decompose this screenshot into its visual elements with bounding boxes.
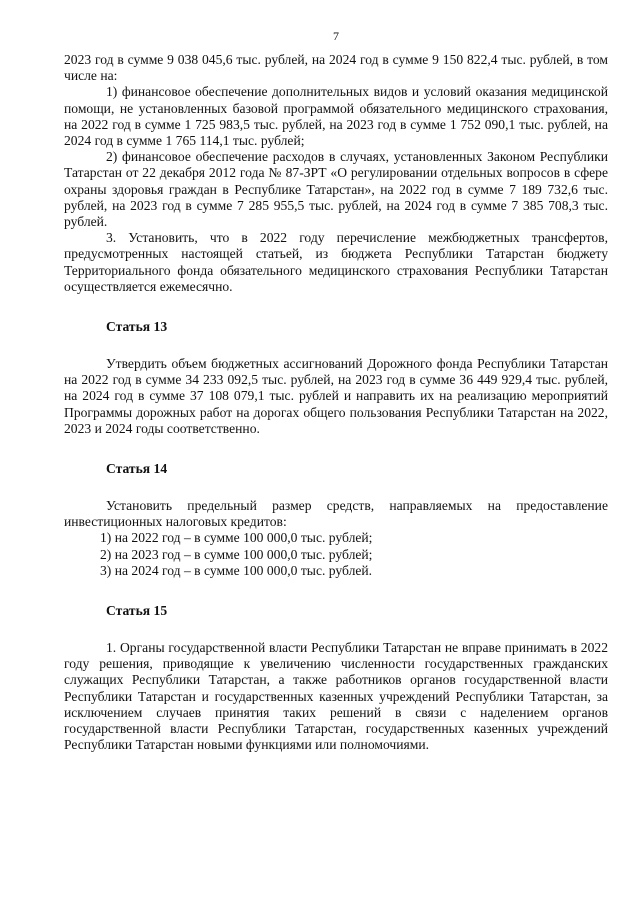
article-14-item-1: 1) на 2022 год – в сумме 100 000,0 тыс. рублей; <box>100 530 373 546</box>
page-number: 7 <box>333 29 339 43</box>
article-15-heading: Статья 15 <box>106 603 168 619</box>
article-14-intro: Установить предельный размер средств, направляемых на предоставление инвестиционных налоговых кредитов: <box>64 498 608 530</box>
paragraph-continuation: 2023 год в сумме 9 038 045,6 тыс. рублей, на 2024 год в сумме 9 150 822,4 тыс. рублей, в том числе на: <box>64 52 608 84</box>
article-15-text: 1. Органы государственной власти Республики Татарстан не вправе принимать в 2022 году решения, приводящие к увеличению численности государственных гражданских служащих Республики Татарстан, а также работников органов государственной власти Республики Татарстан и государственных казенных учреждений Республики Татарстан, за исключением случаев принятия таких решений в связи с наделением органов государственной власти Республики Татарстан, государственных казенных учреждений Республики Татарстан новыми функциями или полномочиями. <box>64 640 608 753</box>
article-14-item-2: 2) на 2023 год – в сумме 100 000,0 тыс. рублей; <box>100 546 373 562</box>
article-13-text: Утвердить объем бюджетных ассигнований Дорожного фонда Республики Татарстан на 2022 год в сумме 34 233 092,5 тыс. рублей, на 2023 год в сумме 36 449 929,4 тыс. рублей, на 2024 год в сумме 37 108 079,1 тыс. рублей и направить их на реализацию мероприятий Программы дорожных работ на дорогах общего пользования Республики Татарстан на 2022, 2023 и 2024 годы соответственно. <box>64 356 608 436</box>
list-item-2: 2) финансовое обеспечение расходов в случаях, установленных Законом Республики Татарстан от 22 декабря 2012 года № 87-ЗРТ «О регулировании отдельных вопросов в сфере охраны здоровья граждан в Республике Татарстан», на 2022 год в сумме 7 189 732,6 тыс. рублей, на 2023 год в сумме 7 285 955,5 тыс. рублей, на 2024 год в сумме 7 385 708,3 тыс. рублей. <box>64 149 608 230</box>
article-13-heading: Статья 13 <box>106 319 168 335</box>
paragraph-3: 3. Установить, что в 2022 году перечисление межбюджетных трансфертов, предусмотренных настоящей статьей, из бюджета Республики Татарстан бюджету Территориального фонда обязательного медицинского страхования Республики Татарстан осуществляется ежемесячно. <box>64 230 608 294</box>
list-item-1: 1) финансовое обеспечение дополнительных видов и условий оказания медицинской помощи, не установленных базовой программой обязательного медицинского страхования, на 2022 год в сумме 1 725 983,5 тыс. рублей, на 2023 год в сумме 1 752 090,1 тыс. рублей, на 2024 год в сумме 1 765 114,1 тыс. рублей; <box>64 84 608 149</box>
article-14-item-3: 3) на 2024 год – в сумме 100 000,0 тыс. рублей. <box>100 562 373 578</box>
article-14-heading: Статья 14 <box>106 461 168 477</box>
